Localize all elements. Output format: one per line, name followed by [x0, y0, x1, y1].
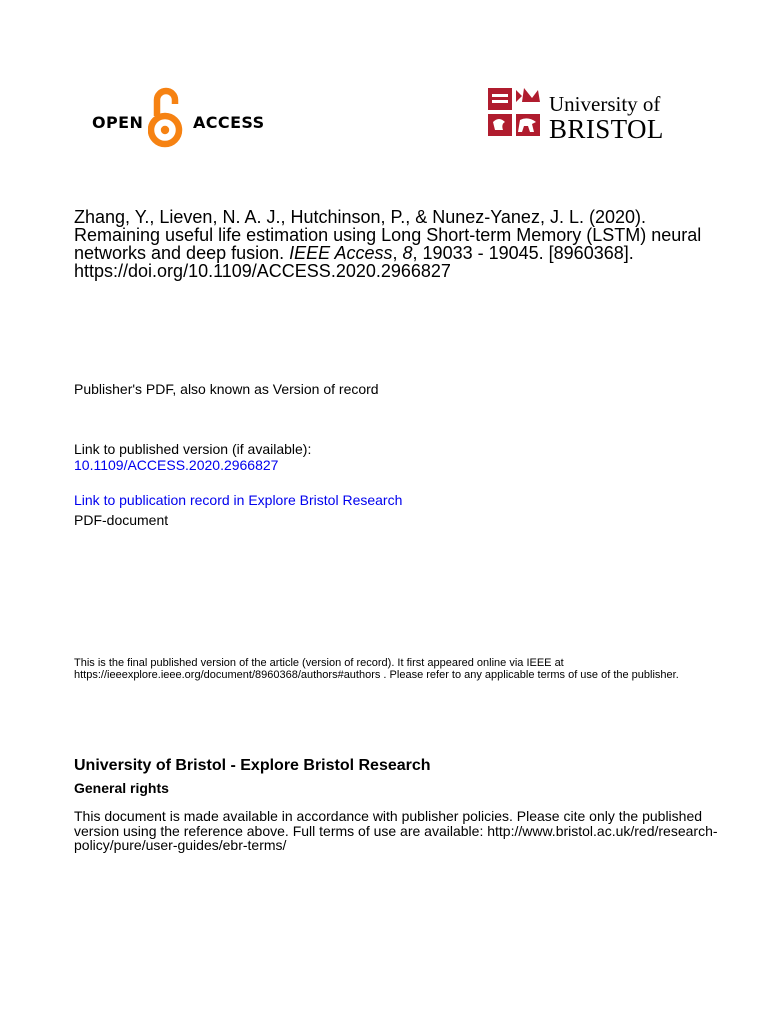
citation-journal: IEEE Access — [289, 243, 393, 263]
published-version-doi-link[interactable]: 10.1109/ACCESS.2020.2966827 — [74, 457, 279, 473]
published-version-label: Link to published version (if available): — [74, 441, 312, 457]
citation-doi: https://doi.org/10.1109/ACCESS.2020.2966827 — [74, 261, 451, 281]
citation-separator: , — [392, 243, 403, 263]
publication-record-link[interactable]: Link to publication record in Explore Bristol Research — [74, 492, 403, 508]
citation-pages: , 19033 - 19045. [8960368]. — [412, 243, 634, 263]
bristol-text: BRISTOL — [549, 114, 664, 144]
citation-authors-title: Zhang, Y., Lieven, N. A. J., Hutchinson, P., & Nunez-Yanez, J. L. (2020). Remaining useful life estimation using Long Short-term Memory (LSTM) neural networks and deep fusion. — [74, 207, 702, 263]
open-access-logo — [92, 86, 268, 150]
university-of-bristol-logo — [486, 86, 686, 142]
open-lock-icon — [148, 86, 188, 148]
open-access-word-open: OPEN — [92, 113, 144, 132]
ebr-heading: University of Bristol - Explore Bristol Research — [74, 757, 431, 774]
document-type: PDF-document — [74, 512, 169, 528]
general-rights-heading: General rights — [74, 780, 169, 796]
version-notice: This is the final published version of the article (version of record). It first appeared online via IEEE at https://ieeexplore.ieee.org/document/8960368/authors#authors . Please refer to any applicable terms of use of the publisher. — [74, 657, 679, 681]
citation-volume: 8 — [402, 243, 413, 263]
bristol-crest-icon — [486, 86, 542, 138]
general-rights-body: This document is made available in accordance with publisher policies. Please cite only the published version using the reference above. Full terms of use are available: http://www.bristol.ac.uk/red/research-policy/pure/user-guides/ebr-terms/ — [74, 808, 718, 853]
university-of-text: University of — [549, 92, 661, 116]
version-label: Publisher's PDF, also known as Version of record — [74, 381, 379, 397]
citation — [74, 208, 714, 280]
open-access-word-access: ACCESS — [193, 113, 265, 132]
